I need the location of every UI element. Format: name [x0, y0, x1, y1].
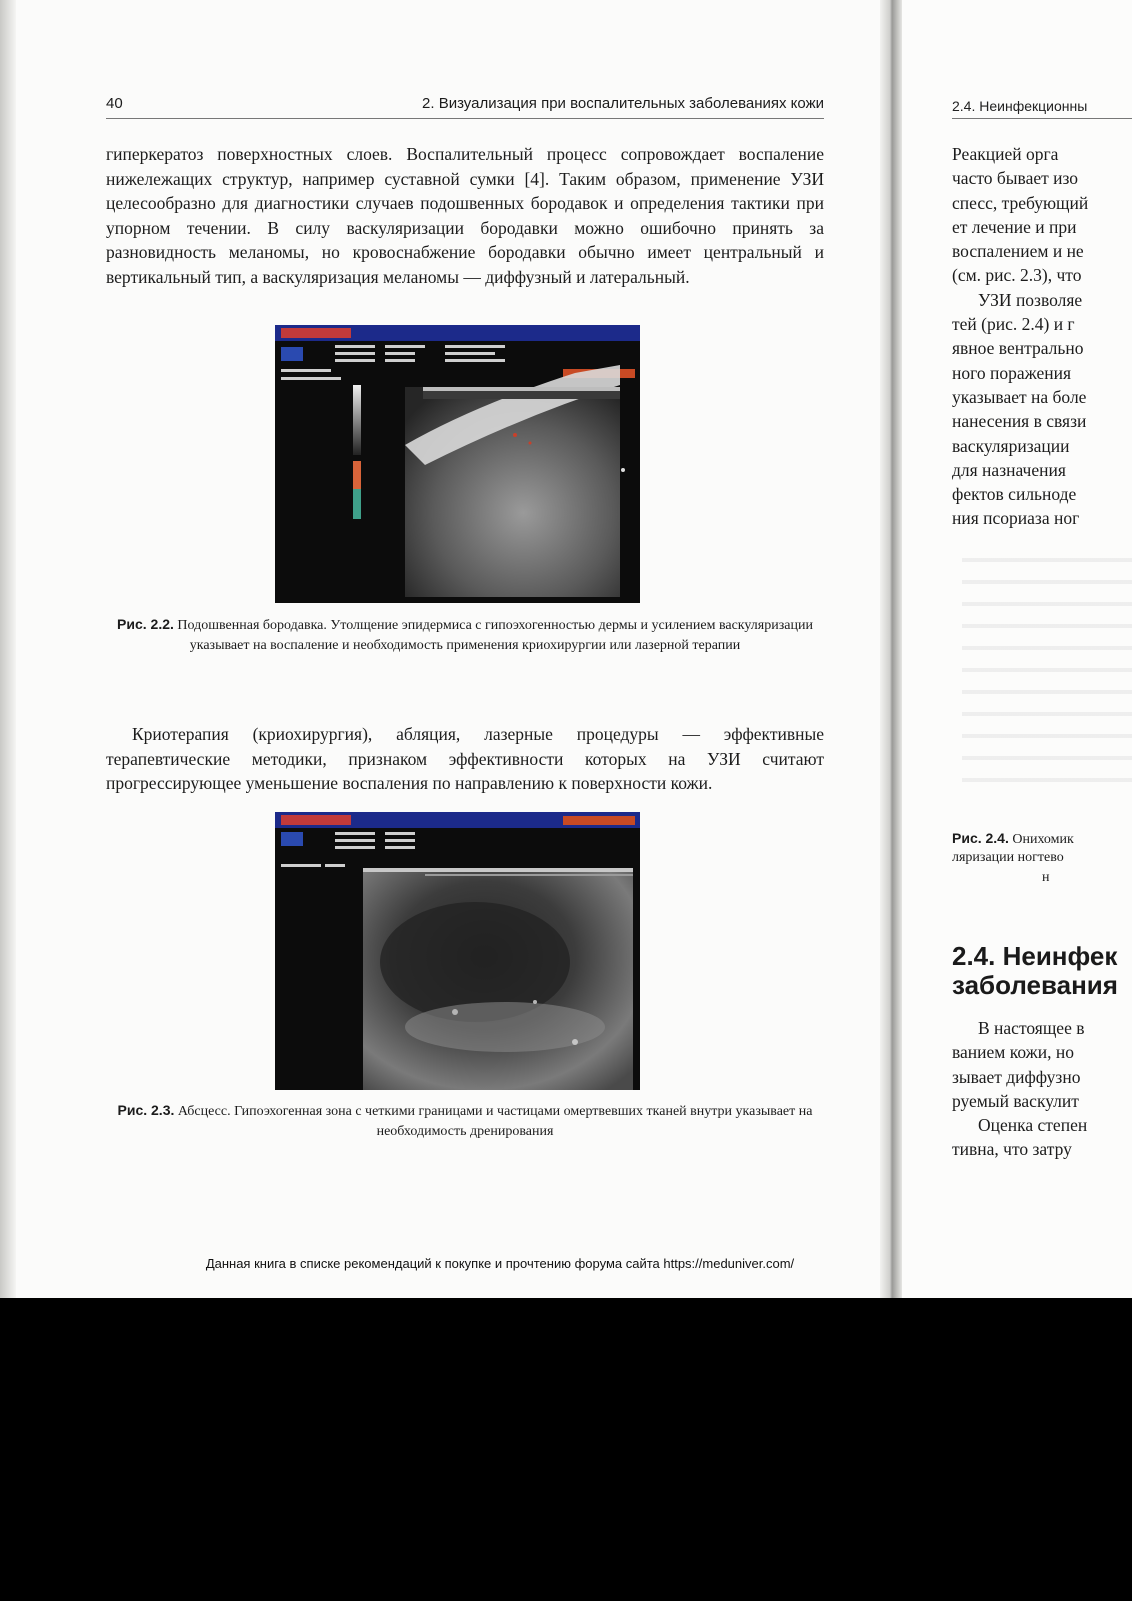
caption-line: н [1042, 870, 1050, 885]
figure-2-4-label: Рис. 2.4. [952, 830, 1009, 846]
text-line: ния псориаза ног [952, 508, 1080, 529]
text-line: указывает на боле [952, 386, 1087, 407]
text-line: руемый васкулит [952, 1090, 1079, 1111]
text-line: васкуляризации [952, 435, 1070, 456]
text-line: часто бывает изо [952, 168, 1079, 189]
text-line: для назначения [952, 459, 1066, 480]
bleed-through-shadow [962, 540, 1132, 800]
figure-2-2-text: Подошвенная бородавка. Утолщение эпидермиса с гипоэхогенностью дермы и усилением васкуляризации указывает на воспаление и необходимость применения криохирургии или лазерной терапии [177, 618, 813, 653]
figure-2-2-caption [106, 614, 824, 656]
figure-2-3-text: Абсцесс. Гипоэхогенная зона с четкими границами и частицами омертвевших тканей внутри указывает на необходимость дренирования [177, 1104, 813, 1139]
section-heading-line: 2.4. Неинфек [952, 941, 1118, 971]
text-line: тей (рис. 2.4) и г [952, 314, 1075, 335]
paragraph-2: Криотерапия (криохирургия), абляция, лазерные процедуры — эффективные терапевтические методики, признаком эффективности которых на УЗИ считают прогрессирующее уменьшение воспаления по направлению к поверхности кожи. [106, 724, 824, 793]
text-line: воспалением и не [952, 241, 1084, 262]
right-page-text-top [952, 142, 1088, 531]
page-edge-shadow [0, 0, 16, 1298]
right-page [902, 0, 1132, 1298]
right-page-text-bottom [952, 1016, 1087, 1162]
ultrasound-image-plantar-wart [275, 325, 640, 603]
text-line: ет лечение и при [952, 216, 1077, 237]
book-gutter [880, 0, 902, 1298]
section-heading [952, 942, 1118, 1000]
page-number: 40 [106, 95, 123, 112]
text-line: явное вентрально [952, 338, 1084, 359]
text-line: зывает диффузно [952, 1066, 1081, 1087]
footer-watermark: Данная книга в списке рекомендаций к покупке и прочтению форума сайта https://meduniver.com/ [205, 1256, 795, 1271]
text-line: ванием кожи, но [952, 1042, 1074, 1063]
header-rule [106, 118, 824, 119]
text-line: (см. рис. 2.3), что [952, 265, 1082, 286]
text-line: В настоящее в [978, 1018, 1085, 1038]
caption-line: ляризации ногтево [952, 850, 1064, 865]
running-head: 2. Визуализация при воспалительных заболеваниях кожи [422, 95, 824, 112]
text-line: Оценка степен [978, 1115, 1088, 1136]
figure-2-3-label: Рис. 2.3. [117, 1102, 175, 1118]
ultrasound-image-abscess [275, 812, 640, 1090]
text-line: нанесения в связи [952, 411, 1087, 432]
right-running-head: 2.4. Неинфекционны [952, 98, 1088, 114]
paragraph-1: гиперкератоз поверхностных слоев. Воспалительный процесс сопровождает воспаление нижележащих структур, например суставной сумки [4]. Таким образом, применение УЗИ целесообразно для диагностики случаев подошвенных бородавок и определения тактики при упорном течении. В силу васкуляризации бородавки можно ошибочно принять за разновидность меланомы, но кровоснабжение бородавки обычно имеет центральный и вертикальный тип, а васкуляризация меланомы — диффузный и латеральный. [106, 144, 824, 287]
section-heading-line: заболевания [952, 970, 1118, 1000]
text-line: тивна, что затру [952, 1139, 1072, 1160]
right-header-rule [952, 118, 1132, 119]
text-line: спесс, требующий [952, 192, 1089, 213]
caption-line [952, 828, 1074, 848]
left-page-header [106, 95, 824, 115]
figure-2-3-caption [106, 1100, 824, 1142]
text-line: ного поражения [952, 362, 1072, 383]
figure-2-2-label: Рис. 2.2. [117, 616, 174, 632]
scan-black-border [0, 1298, 1132, 1601]
figure-2-4-caption [952, 828, 1074, 888]
text-line: УЗИ позволяе [978, 289, 1083, 310]
text-line: Реакцией орга [952, 144, 1059, 164]
text-line: фектов сильноде [952, 484, 1077, 505]
caption-text: Онихомик [1012, 832, 1074, 847]
